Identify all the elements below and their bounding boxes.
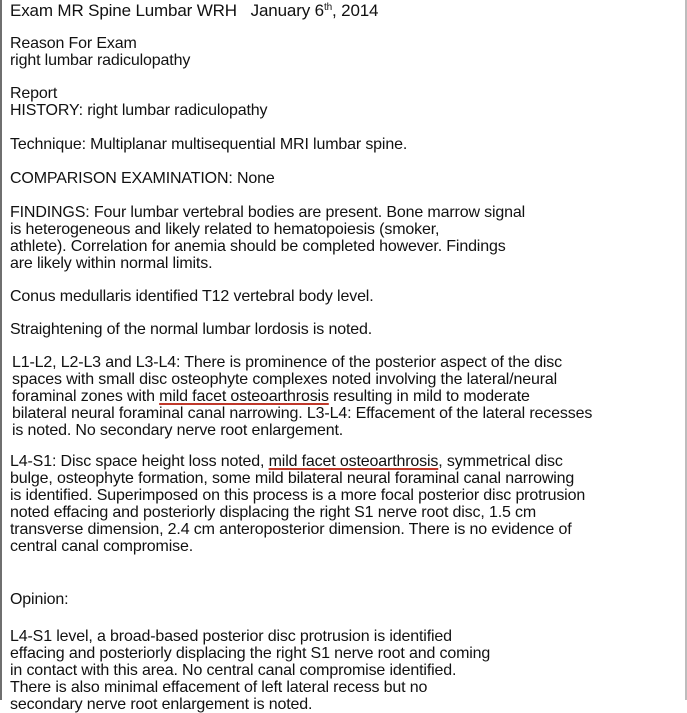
findings-line: athlete). Correlation for anemia should be completed however. Findings <box>10 238 506 255</box>
exam-title-line <box>10 2 682 19</box>
facet-osteoarthrosis-highlight: mild facet osteoarthrosis <box>268 453 439 470</box>
technique-text: Technique: Multiplanar multisequential MRI lumbar spine. <box>10 136 408 153</box>
opinion-line: effacing and posteriorly displacing the right S1 nerve root and coming <box>10 645 491 662</box>
l4-s1-line: is identified. Superimposed on this process is a more focal posterior disc protrusion <box>10 487 586 504</box>
conus-text: Conus medullaris identified T12 vertebral body level. <box>10 288 374 305</box>
exam-date: January 6 <box>250 1 324 20</box>
report-content <box>10 2 682 713</box>
l4-s1-line: noted effacing and posteriorly displacing the right S1 nerve root disc, 1.5 cm <box>10 504 537 521</box>
reason-text: right lumbar radiculopathy <box>10 52 191 69</box>
l1-l4-line: is noted. No secondary nerve root enlargement. <box>12 422 344 439</box>
exam-date-year: , 2014 <box>332 1 379 20</box>
findings-paragraph <box>10 204 682 272</box>
l4-s1-line: central canal compromise. <box>10 538 193 555</box>
l4-s1-line: bulge, osteophyte formation, some mild bilateral neural foraminal canal narrowing <box>10 470 575 487</box>
report-label: Report <box>10 85 58 102</box>
findings-line: is heterogeneous and likely related to hematopoiesis (smoker, <box>10 221 440 238</box>
l4-s1-line: transverse dimension, 2.4 cm anteroposterior dimension. There is no evidence of <box>10 521 572 538</box>
opinion-line: in contact with this area. No central canal compromise identified. <box>10 662 457 679</box>
lordosis-text: Straightening of the normal lumbar lordosis is noted. <box>10 321 373 338</box>
reason-label: Reason For Exam <box>10 35 137 52</box>
comparison-text: COMPARISON EXAMINATION: None <box>10 170 275 187</box>
exam-title: Exam MR Spine Lumbar WRH <box>10 1 237 20</box>
findings-line: are likely within normal limits. <box>10 255 213 272</box>
opinion-heading: Opinion: <box>10 591 69 608</box>
report-section <box>10 85 682 119</box>
l1-l4-line: spaces with small disc osteophyte complexes noted involving the lateral/neural <box>12 371 558 388</box>
history-text: HISTORY: right lumbar radiculopathy <box>10 102 268 119</box>
opinion-line: There is also minimal effacement of left lateral recess but no <box>10 679 428 696</box>
l1-l4-line: bilateral neural foraminal canal narrowing. L3-L4: Effacement of the lateral recesses <box>12 405 593 422</box>
facet-osteoarthrosis-highlight: mild facet osteoarthrosis <box>159 388 329 405</box>
opinion-line: secondary nerve root enlargement is noted. <box>10 696 313 713</box>
reason-section <box>10 35 682 69</box>
findings-line: FINDINGS: Four lumbar vertebral bodies are present. Bone marrow signal <box>10 204 526 221</box>
l1-l4-line: foraminal zones with mild facet osteoarthrosis resulting in mild to moderate <box>12 388 530 405</box>
l4-s1-line: L4-S1: Disc space height loss noted, mild facet osteoarthrosis, symmetrical disc <box>10 453 563 470</box>
l4-s1-paragraph <box>10 453 682 555</box>
exam-date-suffix: th <box>323 2 332 13</box>
l1-l4-paragraph <box>10 354 682 439</box>
opinion-paragraph <box>10 628 682 713</box>
l1-l4-line: L1-L2, L2-L3 and L3-L4: There is prominence of the posterior aspect of the disc <box>12 354 562 371</box>
opinion-line: L4-S1 level, a broad-based posterior disc protrusion is identified <box>10 628 452 645</box>
